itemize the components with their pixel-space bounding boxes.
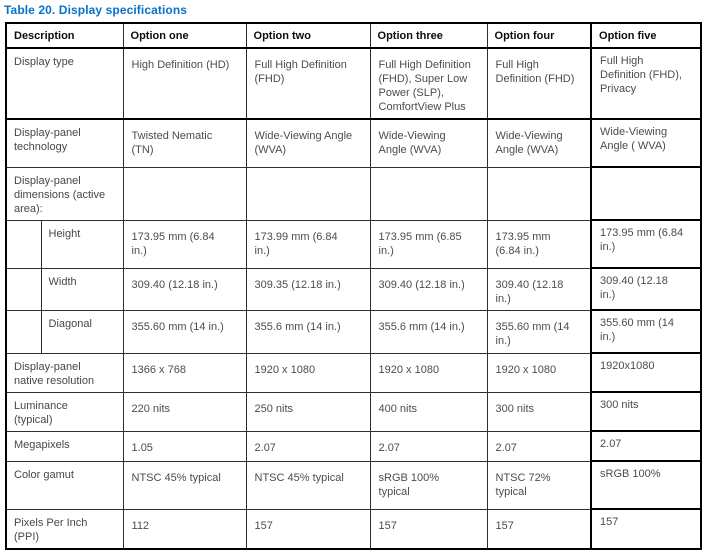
column-header-description: Description: [6, 23, 123, 48]
spec-value-cell: 157: [370, 509, 487, 549]
spec-value-cell: NTSC 72% typical: [487, 461, 591, 509]
table-row: [6, 167, 701, 220]
spec-value-cell: [591, 167, 701, 220]
spec-value-cell: Wide-Viewing Angle (WVA): [487, 119, 591, 167]
spec-value-cell: 355.60 mm (14 in.): [487, 310, 591, 353]
table-row: [6, 353, 701, 392]
row-label: Diagonal: [41, 310, 123, 353]
table-row: [6, 268, 701, 310]
spec-value-cell: 1.05: [123, 431, 246, 461]
table-row: [6, 48, 701, 119]
spec-value-cell: 173.95 mm (6.84 in.): [591, 220, 701, 268]
spec-value-cell: 157: [487, 509, 591, 549]
table-row: [6, 461, 701, 509]
spec-value-cell: Twisted Nematic (TN): [123, 119, 246, 167]
spec-value-cell: 300 nits: [487, 392, 591, 431]
column-header-option-three: Option three: [370, 23, 487, 48]
spec-value-cell: Wide-Viewing Angle (WVA): [370, 119, 487, 167]
row-label: Height: [41, 220, 123, 268]
column-header-option-five: Option five: [591, 23, 701, 48]
table-title: Table 20. Display specifications: [4, 3, 188, 17]
document-page: [0, 3, 703, 543]
table-row: [6, 310, 701, 353]
spec-value-cell: 300 nits: [591, 392, 701, 431]
indent-spacer-cell: [6, 268, 41, 310]
spec-value-cell: 2.07: [246, 431, 370, 461]
table-body: [6, 48, 701, 549]
indent-spacer-cell: [6, 310, 41, 353]
spec-value-cell: [370, 167, 487, 220]
row-label: Width: [41, 268, 123, 310]
spec-value-cell: 1920 x 1080: [246, 353, 370, 392]
table-row: [6, 220, 701, 268]
spec-value-cell: 309.40 (12.18 in.): [370, 268, 487, 310]
column-header-option-four: Option four: [487, 23, 591, 48]
spec-value-cell: 173.99 mm (6.84 in.): [246, 220, 370, 268]
spec-value-cell: 173.95 mm (6.84 in.): [487, 220, 591, 268]
spec-value-cell: Full High Definition (FHD), Privacy: [591, 48, 701, 119]
spec-value-cell: sRGB 100% typical: [370, 461, 487, 509]
spec-value-cell: 1920 x 1080: [370, 353, 487, 392]
spec-value-cell: 1920 x 1080: [487, 353, 591, 392]
spec-value-cell: 173.95 mm (6.84 in.): [123, 220, 246, 268]
spec-value-cell: 112: [123, 509, 246, 549]
spec-value-cell: 1920x1080: [591, 353, 701, 392]
spec-value-cell: NTSC 45% typical: [123, 461, 246, 509]
indent-spacer-cell: [6, 220, 41, 268]
spec-value-cell: 309.35 (12.18 in.): [246, 268, 370, 310]
spec-value-cell: [123, 167, 246, 220]
table-header: [6, 23, 701, 48]
spec-value-cell: 309.40 (12.18 in.): [123, 268, 246, 310]
spec-value-cell: 2.07: [370, 431, 487, 461]
column-header-option-one: Option one: [123, 23, 246, 48]
spec-value-cell: 309.40 (12.18 in.): [487, 268, 591, 310]
spec-value-cell: 220 nits: [123, 392, 246, 431]
row-label: Megapixels: [6, 431, 123, 461]
spec-value-cell: High Definition (HD): [123, 48, 246, 119]
spec-value-cell: 1366 x 768: [123, 353, 246, 392]
spec-value-cell: [246, 167, 370, 220]
table-row: [6, 119, 701, 167]
spec-value-cell: 355.60 mm (14 in.): [123, 310, 246, 353]
spec-value-cell: 355.6 mm (14 in.): [246, 310, 370, 353]
spec-value-cell: 309.40 (12.18 in.): [591, 268, 701, 310]
spec-value-cell: Full High Definition (FHD), Super Low Power (SLP), ComfortView Plus: [370, 48, 487, 119]
spec-value-cell: Full High Definition (FHD): [487, 48, 591, 119]
row-label: Color gamut: [6, 461, 123, 509]
row-label: Display-panel technology: [6, 119, 123, 167]
spec-value-cell: NTSC 45% typical: [246, 461, 370, 509]
row-label: Luminance (typical): [6, 392, 123, 431]
header-row: [6, 23, 701, 48]
spec-value-cell: 157: [591, 509, 701, 549]
table-row: [6, 392, 701, 431]
spec-value-cell: 2.07: [487, 431, 591, 461]
row-label: Display-panel dimensions (active area):: [6, 167, 123, 220]
spec-value-cell: 355.6 mm (14 in.): [370, 310, 487, 353]
spec-value-cell: sRGB 100%: [591, 461, 701, 509]
spec-value-cell: Full High Definition (FHD): [246, 48, 370, 119]
column-header-option-two: Option two: [246, 23, 370, 48]
spec-value-cell: 173.95 mm (6.85 in.): [370, 220, 487, 268]
spec-value-cell: 400 nits: [370, 392, 487, 431]
display-specifications-table: [5, 22, 702, 550]
row-label: Pixels Per Inch (PPI): [6, 509, 123, 549]
spec-value-cell: Wide-Viewing Angle (WVA): [246, 119, 370, 167]
row-label: Display type: [6, 48, 123, 119]
spec-value-cell: 250 nits: [246, 392, 370, 431]
table-row: [6, 431, 701, 461]
spec-value-cell: [487, 167, 591, 220]
spec-value-cell: 2.07: [591, 431, 701, 461]
row-label: Display-panel native resolution: [6, 353, 123, 392]
spec-value-cell: 157: [246, 509, 370, 549]
spec-value-cell: Wide-Viewing Angle ( WVA): [591, 119, 701, 167]
spec-value-cell: 355.60 mm (14 in.): [591, 310, 701, 353]
table-row: [6, 509, 701, 549]
